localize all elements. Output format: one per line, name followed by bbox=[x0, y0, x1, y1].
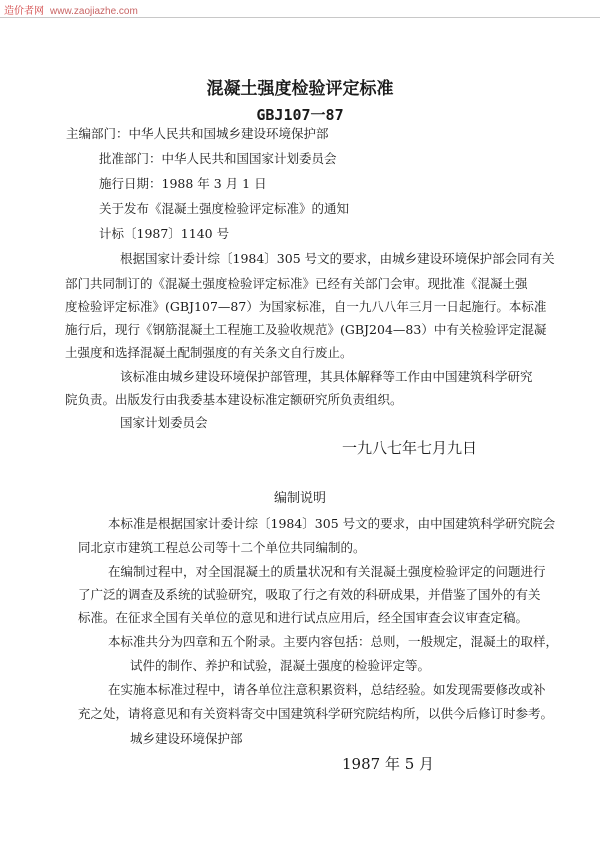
site-watermark bbox=[4, 2, 138, 17]
standard-code: GBJ107一87 bbox=[256, 106, 344, 124]
notice-title: 关于发布《混凝土强度检验评定标准》的通知 bbox=[99, 201, 350, 216]
notice-date: 一九八七年七月九日 bbox=[342, 439, 478, 457]
section-heading: 编制说明 bbox=[273, 491, 326, 506]
text-line: 充之处，请将意见和有关资料寄交中国建筑科学研究院结构所，以供今后修订时参考。 bbox=[78, 706, 554, 721]
text-line: 本标准是根据国家计委计综〔1984〕305 号文的要求，由中国建筑科学研究院会 bbox=[108, 516, 556, 531]
text-line: 标准。在征求全国有关单位的意见和进行试点应用后，经全国审查会议审查定稿。 bbox=[78, 610, 529, 625]
text-line: 了广泛的调查及系统的试验研究，吸取了行之有效的科研成果，并借鉴了国外的有关 bbox=[78, 587, 541, 602]
watermark-url: www.zaojiazhe.com bbox=[50, 6, 138, 17]
text-line: 试件的制作、养护和试验，混凝土强度的检验评定等。 bbox=[130, 658, 431, 673]
approver-department: 批准部门：中华人民共和国国家计划委员会 bbox=[99, 151, 337, 166]
preparation-date: 1987 年 5 月 bbox=[342, 755, 435, 773]
text-line: 在编制过程中，对全国混凝土的质量状况和有关混凝土强度检验评定的问题进行 bbox=[108, 564, 546, 579]
document-title: 混凝土强度检验评定标准 bbox=[206, 79, 394, 99]
preparation-signer: 城乡建设环境保护部 bbox=[130, 731, 243, 746]
text-line: 该标准由城乡建设环境保护部管理，其具体解释等工作由中国建筑科学研究 bbox=[120, 369, 533, 384]
text-line: 在实施本标准过程中，请各单位注意积累资料，总结经验。如发现需要修改或补 bbox=[108, 682, 546, 697]
header-divider bbox=[0, 17, 600, 18]
effective-date: 施行日期：1988 年 3 月 1 日 bbox=[99, 176, 267, 191]
editor-department: 主编部门：中华人民共和国城乡建设环境保护部 bbox=[66, 126, 329, 141]
text-line: 同北京市建筑工程总公司等十二个单位共同编制的。 bbox=[78, 540, 366, 555]
notice-ref-no: 计标〔1987〕1140 号 bbox=[99, 226, 230, 241]
notice-signer: 国家计划委员会 bbox=[120, 415, 208, 430]
text-line: 院负责。出版发行由我委基本建设标准定额研究所负责组织。 bbox=[65, 392, 403, 407]
watermark-site-name: 造价者网 bbox=[4, 6, 44, 17]
text-line: 根据国家计委计综〔1984〕305 号文的要求，由城乡建设环境保护部会同有关 bbox=[120, 251, 555, 266]
text-line: 本标准共分为四章和五个附录。主要内容包括：总则，一般规定，混凝土的取样， bbox=[108, 634, 559, 649]
text-line: 度检验评定标准》(GBJ107—87）为国家标准，自一九八八年三月一日起施行。本标准 bbox=[65, 299, 547, 314]
text-line: 施行后，现行《钢筋混凝土工程施工及验收规范》(GBJ204—83）中有关检验评定混凝 bbox=[65, 322, 547, 337]
text-line: 土强度和选择混凝土配制强度的有关条文自行废止。 bbox=[65, 345, 353, 360]
text-line: 部门共同制订的《混凝土强度检验评定标准》已经有关部门会审。现批准《混凝土强 bbox=[65, 276, 528, 291]
